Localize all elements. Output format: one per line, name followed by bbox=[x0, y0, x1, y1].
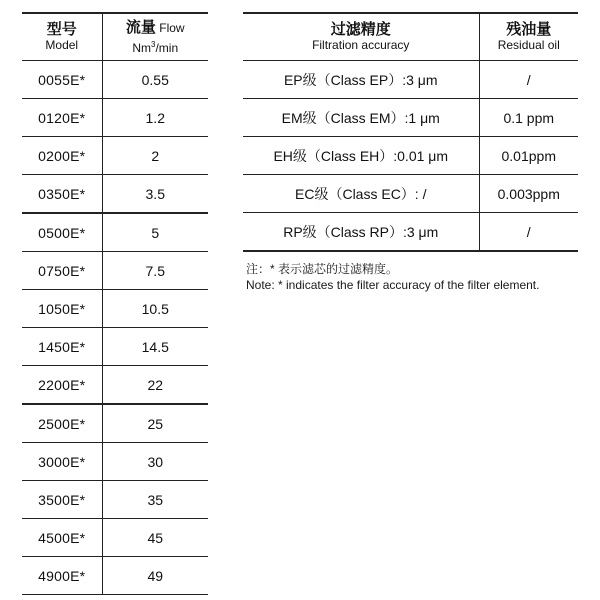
filtration-accuracy-table bbox=[243, 12, 578, 252]
model-cell: 0350E* bbox=[22, 175, 102, 214]
accuracy-column-header bbox=[243, 13, 479, 61]
model-cell: 0750E* bbox=[22, 252, 102, 290]
model-cell: 1450E* bbox=[22, 328, 102, 366]
model-cell: 0055E* bbox=[22, 61, 102, 99]
table-row bbox=[243, 137, 578, 175]
table-row bbox=[22, 557, 208, 595]
table-row bbox=[22, 61, 208, 99]
model-cell: 3000E* bbox=[22, 443, 102, 481]
table-row bbox=[22, 443, 208, 481]
table-row bbox=[22, 252, 208, 290]
filtration-grade-cell: RP级（Class RP）:3 μm bbox=[243, 213, 479, 252]
filtration-grade-cell: EM级（Class EM）:1 μm bbox=[243, 99, 479, 137]
table-row bbox=[22, 481, 208, 519]
model-cell: 4500E* bbox=[22, 519, 102, 557]
flow-cell: 5 bbox=[102, 213, 208, 252]
model-header-en: Model bbox=[45, 38, 79, 52]
table-row bbox=[243, 99, 578, 137]
flow-cell: 10.5 bbox=[102, 290, 208, 328]
flow-cell: 0.55 bbox=[102, 61, 208, 99]
table-row bbox=[22, 328, 208, 366]
table-row bbox=[22, 366, 208, 405]
flow-header-title bbox=[103, 19, 209, 37]
flow-cell: 35 bbox=[102, 481, 208, 519]
flow-cell: 22 bbox=[102, 366, 208, 405]
residual-oil-cell: / bbox=[479, 61, 578, 99]
table-row bbox=[22, 213, 208, 252]
residual-oil-cell: / bbox=[479, 213, 578, 252]
residual-oil-cell: 0.01ppm bbox=[479, 137, 578, 175]
model-cell: 0200E* bbox=[22, 137, 102, 175]
flow-column-header bbox=[102, 13, 208, 61]
filtration-grade-cell: EP级（Class EP）:3 μm bbox=[243, 61, 479, 99]
model-table-body bbox=[22, 61, 208, 595]
model-header-cn: 型号 bbox=[46, 21, 77, 38]
flow-header-unit: Nm$^3$/min bbox=[132, 39, 179, 55]
model-cell: 0120E* bbox=[22, 99, 102, 137]
flow-cell: 14.5 bbox=[102, 328, 208, 366]
note-english: Note: * indicates the filter accuracy of the filter element. bbox=[246, 278, 540, 292]
flow-header-cn: 流量 bbox=[125, 18, 156, 36]
oil-header-cn: 残油量 bbox=[506, 21, 552, 38]
flow-cell: 25 bbox=[102, 404, 208, 443]
flow-cell: 45 bbox=[102, 519, 208, 557]
flow-cell: 7.5 bbox=[102, 252, 208, 290]
model-column-header bbox=[22, 13, 102, 61]
table-row bbox=[22, 290, 208, 328]
model-cell: 1050E* bbox=[22, 290, 102, 328]
table-row bbox=[22, 175, 208, 214]
model-flow-table bbox=[22, 12, 208, 595]
table-row bbox=[22, 137, 208, 175]
flow-cell: 3.5 bbox=[102, 175, 208, 214]
filtration-grade-cell: EC级（Class EC）: / bbox=[243, 175, 479, 213]
model-cell: 4900E* bbox=[22, 557, 102, 595]
accuracy-header-cn: 过滤精度 bbox=[330, 21, 391, 38]
filter-table-body bbox=[243, 61, 578, 252]
model-cell: 2500E* bbox=[22, 404, 102, 443]
table-row bbox=[22, 519, 208, 557]
model-cell: 2200E* bbox=[22, 366, 102, 405]
table-row bbox=[22, 99, 208, 137]
note-chinese: 注：* 表示滤芯的过滤精度。 bbox=[246, 262, 399, 276]
residual-oil-cell: 0.003ppm bbox=[479, 175, 578, 213]
table-row bbox=[243, 175, 578, 213]
model-cell: 3500E* bbox=[22, 481, 102, 519]
flow-header-en: Flow bbox=[159, 20, 185, 35]
residual-oil-column-header bbox=[479, 13, 578, 61]
table-row bbox=[243, 61, 578, 99]
model-cell: 0500E* bbox=[22, 213, 102, 252]
residual-oil-cell: 0.1 ppm bbox=[479, 99, 578, 137]
flow-cell: 30 bbox=[102, 443, 208, 481]
flow-cell: 49 bbox=[102, 557, 208, 595]
flow-cell: 1.2 bbox=[102, 99, 208, 137]
model-table-header bbox=[22, 13, 208, 61]
filtration-grade-cell: EH级（Class EH）:0.01 μm bbox=[243, 137, 479, 175]
table-row bbox=[243, 213, 578, 252]
accuracy-header-en: Filtration accuracy bbox=[312, 38, 410, 52]
oil-header-en: Residual oil bbox=[497, 38, 560, 52]
filter-table-header bbox=[243, 13, 578, 61]
flow-cell: 2 bbox=[102, 137, 208, 175]
table-row bbox=[22, 404, 208, 443]
